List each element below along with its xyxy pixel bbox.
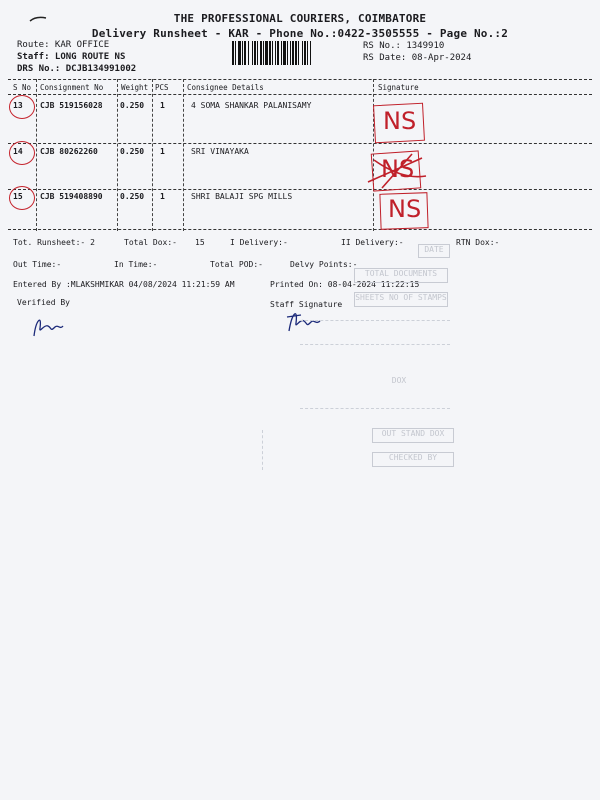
bleed-through-out-stand: OUT STAND DOX (372, 428, 454, 443)
col-header-sno: S No (13, 83, 32, 92)
row-consignment: CJB 519408890 (40, 192, 103, 201)
row-pcs: 1 (160, 147, 165, 156)
bleed-through-line (300, 408, 450, 409)
row-sno: 13 (13, 101, 23, 110)
row-weight: 0.250 (120, 192, 145, 201)
bleed-through-line (300, 344, 450, 345)
col-header-consignee: Consignee Details (187, 83, 264, 92)
total-pod-label: Total POD:- (210, 260, 263, 269)
col-header-signature: Signature (378, 83, 419, 92)
row-pcs: 1 (160, 192, 165, 201)
rs-date: RS Date: 08-Apr-2024 (363, 53, 472, 63)
row-pcs: 1 (160, 101, 165, 110)
barcode-image (232, 41, 354, 65)
ii-delivery-label: II Delivery:- (341, 238, 404, 247)
column-separator (152, 79, 153, 231)
bleed-through-total: TOTAL DOCUMENTS (354, 268, 448, 283)
staff-label: Staff: LONG ROUTE NS (17, 52, 126, 62)
drs-number: DRS No.: DCJB134991002 (17, 64, 137, 74)
printed-on: Printed On: 08-04-2024 11:22:15 (270, 280, 420, 289)
column-separator (183, 79, 184, 231)
company-title: THE PROFESSIONAL COURIERS, COIMBATORE (173, 12, 427, 25)
i-delivery-label: I Delivery:- (230, 238, 288, 247)
row-sno: 14 (13, 147, 23, 156)
rtn-dox-label: RTN Dox:- (456, 238, 500, 247)
total-dox-value: 15 (195, 238, 205, 247)
route-label: Route: KAR OFFICE (17, 40, 110, 50)
row-consignment: CJB 80262260 (40, 147, 98, 156)
row-consignee: 4 SOMA SHANKAR PALANISAMY (191, 101, 312, 110)
col-header-pcs: PCS (155, 83, 169, 92)
staff-signature-label: Staff Signature (270, 300, 343, 309)
row-consignment: CJB 519156028 (40, 101, 103, 110)
bleed-through-stamps: SHEETS NO OF STAMPS (354, 292, 448, 307)
row-sno: 15 (13, 192, 23, 201)
row-weight: 0.250 (120, 101, 145, 110)
bleed-through-date: DATE (418, 244, 450, 258)
table-top-rule (8, 79, 592, 80)
ns-signature-mark: NS (383, 107, 417, 135)
col-header-consignment: Consignment No (40, 83, 104, 92)
bleed-through-checked: CHECKED BY (372, 452, 454, 467)
entered-by: Entered By :MLAKSHMIKAR 04/08/2024 11:21:59 AM (13, 280, 235, 289)
row-consignee: SHRI BALAJI SPG MILLS (191, 192, 293, 201)
row-weight: 0.250 (120, 147, 145, 156)
delvy-points-label: Delvy Points:- (290, 260, 358, 269)
column-separator (117, 79, 118, 231)
row-divider (8, 189, 592, 190)
in-time-label: In Time:- (114, 260, 158, 269)
table-bottom-rule (8, 229, 592, 230)
col-header-weight: Weight (121, 83, 149, 92)
ns-signature-mark: NS (381, 155, 415, 183)
scribble-icon (362, 150, 432, 194)
row-consignee: SRI VINAYAKA (191, 147, 249, 156)
runsheet-subtitle: Delivery Runsheet - KAR - Phone No.:0422-3505555 - Page No.:2 (91, 27, 509, 40)
out-time-label: Out Time:- (13, 260, 62, 269)
verifier-signature-icon (28, 310, 78, 342)
column-separator (36, 79, 37, 231)
rs-number: RS No.: 1349910 (363, 41, 445, 51)
row-divider (8, 143, 592, 144)
bleed-through-line (300, 320, 450, 321)
barcode-bar (311, 41, 312, 65)
tot-runsheet: Tot. Runsheet:- 2 (13, 238, 95, 247)
verified-by-label: Verified By (17, 298, 70, 307)
bleed-through-line (262, 430, 264, 470)
ns-signature-mark: NS (388, 195, 422, 223)
table-header-rule (8, 94, 592, 95)
bleed-through-dox: DOX (391, 376, 407, 385)
total-dox-label: Total Dox:- (124, 238, 177, 247)
